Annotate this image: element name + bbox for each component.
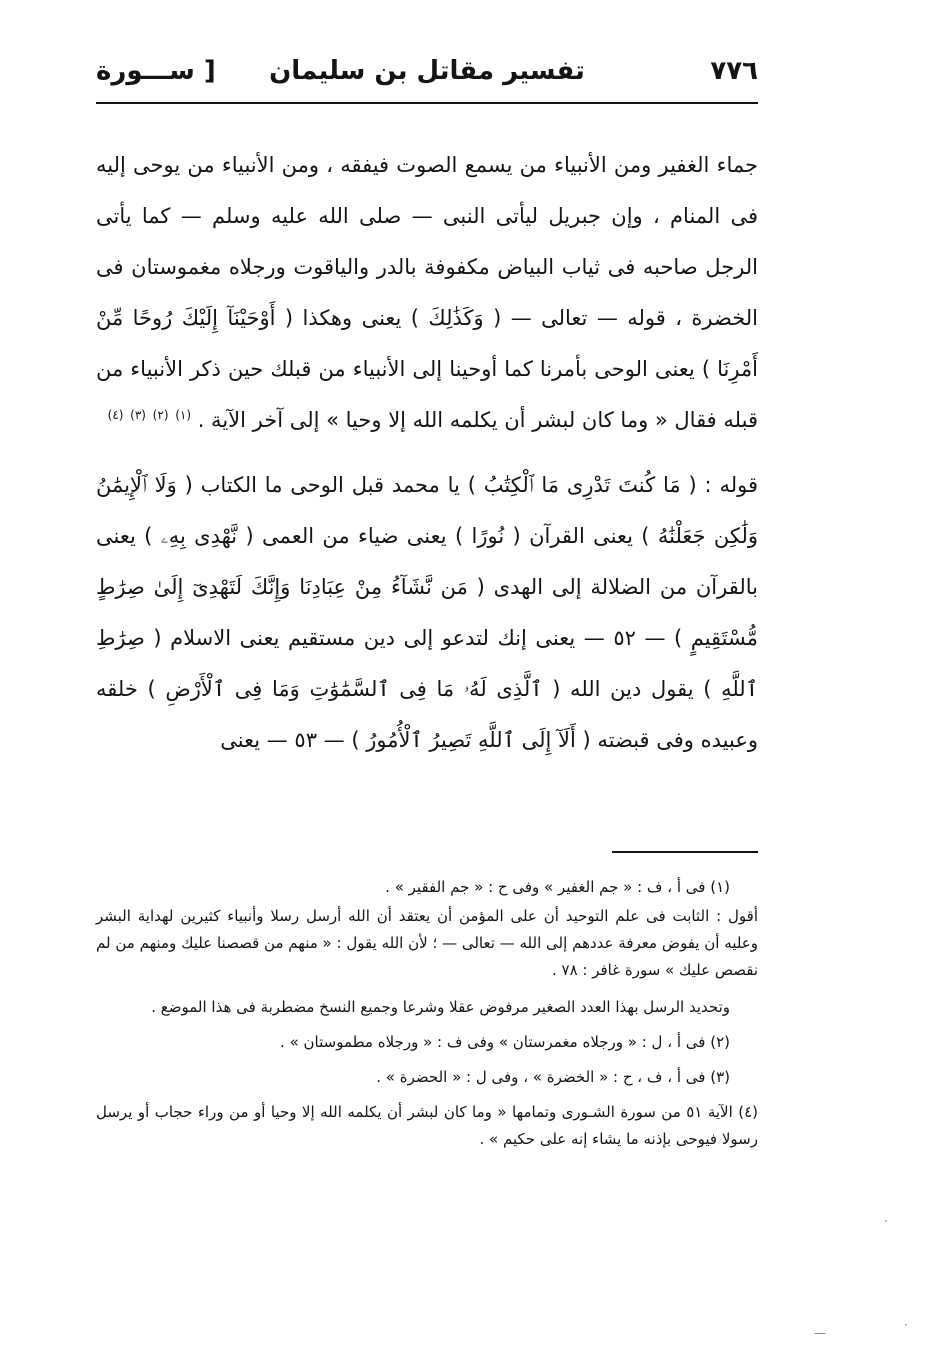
paragraph-text: قوله : ( مَا كُنتَ تَدْرِى مَا ٱلْكِتَٰبُ ) يا محمد قبل الوحى ما الكتاب ( وَلَا ٱلْإِيمَٰنُ وَلَٰكِن جَعَلْنَٰهُ ) يعنى القرآن ( نُورًا ) يعنى ضياء من العمى ( نَّهْدِى بِهِۦ ) يعنى بالقرآن من الضلالة إلى الهدى ( مَن نَّشَآءُ مِنْ عِبَادِنَا وَإِنَّكَ لَتَهْدِىٓ إِلَىٰ صِرَٰطٍ مُّسْتَقِيمٍ ) — ٥٢ — يعنى إنك لتدعو إلى دين مستقيم يعنى الاسلام ( صِرَٰطِ ٱللَّهِ ) يقول دين الله ( ٱلَّذِى لَهُۥ مَا فِى ٱلسَّمَٰوَٰتِ وَمَا فِى ٱلْأَرْضِ ) خلقه وعبيده وفى قبضته ( أَلَآ إِلَى ٱللَّهِ تَصِيرُ ٱلْأُمُورُ ) — ٥٣ — يعنى (96, 473, 758, 752)
footnote-1-note: وتحديد الرسل بهذا العدد الصغير مرفوض عقلا وشرعا وجميع النسخ مضطربة فى هذا الموضع . (151, 998, 730, 1016)
footnote-3: (٣) فى أ ، ف ، ح : « الخضرة » ، وفى ل : « الحضرة » . (376, 1068, 730, 1086)
header-divider (96, 102, 758, 104)
footnote-marker: (١) (175, 408, 192, 422)
footnote-marker: (٢) (152, 408, 169, 422)
footnote-marker: (٤) (107, 408, 124, 422)
footnote-1-comment: أقول : الثابت فى علم التوحيد أن على المؤمن أن يعتقد أن الله أرسل رسلا وأنبياء كثيرين لهداية البشر وعليه أن يفوض معرفة عددهم إلى الله — تعالى — ؛ لأن الله يقول : « منهم من قصصنا عليك ومنهم من لم نقصص عليك » سورة غافر : ٧٨ . (96, 907, 758, 979)
main-text (96, 140, 758, 766)
running-title: تفسير مقاتل بن سليمان (269, 56, 585, 86)
paragraph-text: جماء الغفير ومن الأنبياء من يسمع الصوت فيفقه ، ومن الأنبياء من يوحى إليه فى المنام ، وإن جبريل ليأتى النبى — صلى الله عليه وسلم — كما يأتى الرجل صاحبه فى ثياب البياض مكفوفة بالدر والياقوت ورجلاه مغموستان فى الخضرة ، قوله — تعالى — ( وَكَذَٰلِكَ ) يعنى وهكذا ( أَوْحَيْنَآ إِلَيْكَ رُوحًا مِّنْ أَمْرِنَا ) يعنى الوحى بأمرنا كما أوحينا إلى الأنبياء من قبلك حين ذكر الأنبياء من قبله فقال « وما كان لبشر أن يكلمه الله إلا وحيا » إلى آخر الآية . (96, 153, 758, 432)
scan-speck: · (884, 1214, 888, 1228)
footnote-marker: (٣) (130, 408, 146, 422)
paragraph-commentary-2 (96, 460, 758, 766)
footnote-4: (٤) الآية ٥١ من سورة الشـورى وتمامها « وما كان لبشر أن يكلمه الله إلا وحيا أو من وراء حجاب أو يرسل رسولا فيوحى بإذنه ما يشاء إنه على حكيم » . (96, 1103, 759, 1148)
page-header (96, 52, 758, 102)
paragraph-commentary-1 (96, 140, 758, 446)
scan-speck: — (814, 1326, 826, 1340)
footnote-divider (612, 851, 758, 853)
surah-reference: [ ســـورة (96, 56, 216, 86)
footnotes (96, 874, 758, 1161)
footnote-1: (١) فى أ ، ف : « جم الغفير » وفى ح : « جم الفقير » . (385, 878, 730, 896)
footnote-2: (٢) فى أ ، ل : « ورجلاه مغمرستان » وفى ف : « ورجلاه مطموستان » . (280, 1033, 730, 1051)
scan-speck: · (904, 1318, 908, 1332)
page-number: ٧٧٦ (710, 56, 758, 86)
